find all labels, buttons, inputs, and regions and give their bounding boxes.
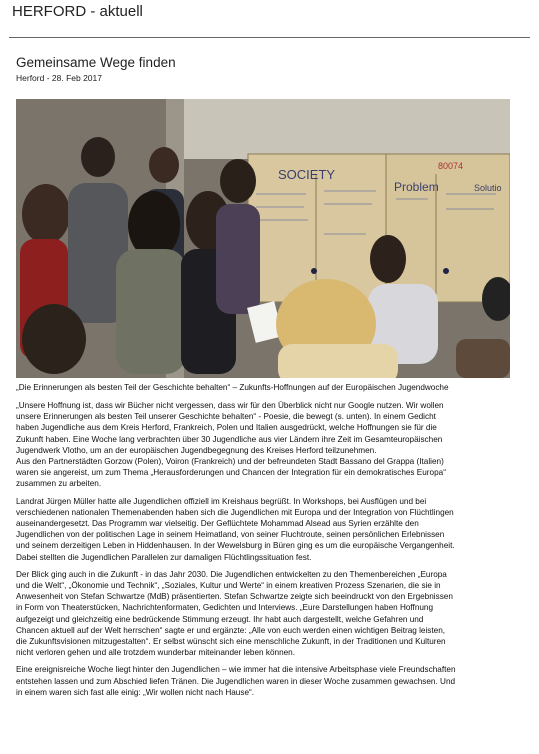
paragraph-line: zusammen zu arbeiten. <box>16 479 102 489</box>
paragraph-line: aufgezeigt und gleichzeitig eine bedrückende Stimmung erzeugt. Ihr habt auch dargestellt, welche Gefahren und <box>16 614 424 624</box>
article-paragraph <box>16 496 524 563</box>
paragraph-line: auseinandergesetzt. Das Programm war vielseitig. Der Geflüchtete Mohammad Alsead aus Syrien erzählte den <box>16 519 419 529</box>
paragraph-line: Jugendwerk Vlotho, um an der europäischen Jugendbegegnung des Kreises Herford teilzunehmen. <box>16 445 377 455</box>
paragraph-line: in Form von Theaterstücken, Nachrichtenformaten, Gedichten und Interviews. „Eure Darstellungen haben Hoffnung <box>16 603 434 613</box>
paragraph-line: „Unsere Hoffnung ist, dass wir Bücher nicht vergessen, dass wir für den Überblick nicht nur Google nutzen. Wir wollen <box>16 401 444 410</box>
paragraph-line: nicht verloren gehen und alle trotzdem wunderbar miteinander leben können. <box>16 648 296 658</box>
article-paragraph <box>16 569 524 659</box>
paragraph-line: Der Blick ging auch in die Zukunft - in das Jahr 2030. Die Jugendlichen entwickelten zu den Themenbereichen „Europa <box>16 569 447 579</box>
paragraph-line: entstehen lassen und zum Abschied liefen Tränen. Die Jugendlichen waren in dieser Woche zusammen gewachsen. Und <box>16 676 456 686</box>
paragraph-line: Eine ereignisreiche Woche liegt hinter den Jugendlichen – wie immer hat die intensive Arbeitsphase viele Freundschaften <box>16 665 456 675</box>
poster-label-problem: Problem <box>394 180 439 194</box>
paragraph-line: in einem waren sich fast alle einig: „Wir wollen nicht nach Hause“. <box>16 687 254 697</box>
site-title: HERFORD - aktuell <box>12 3 143 20</box>
article-meta: Herford - 28. Feb 2017 <box>16 73 102 83</box>
paragraph-line: Zukunft haben. Eine Woche lang verbrachten über 30 Jugendliche aus vier Ländern ihre Zeit im Gesamteuropäischen <box>16 434 443 444</box>
paragraph-line: Landrat Jürgen Müller hatte alle Jugendlichen offiziell im Kreishaus begrüßt. In Workshops, bei Ausflügen und bei <box>16 496 427 506</box>
article-body <box>16 400 524 704</box>
photo-caption: „Die Erinnerungen als besten Teil der Geschichte behalten“ – Zukunfts-Hoffnungen auf der Europäischen Jugendwoche <box>16 383 449 392</box>
poster-annotation: 80074 <box>438 161 464 171</box>
paragraph-line: Jugendlichen von der politischen Lage in seinem Heimatland, von seiner Fluchtroute, seinen persönlichen Erlebnissen <box>16 530 445 540</box>
poster-board <box>248 154 510 302</box>
paragraph-line: und die Welt“, „Ökonomie und Technik“, „Soziales, Kultur und Werte“ in einem kreativen Prozess Szenarien, die sie in <box>16 581 441 591</box>
paragraph-line: Chancen aktuell auf der Welt herrschen“ sagte er und ergänzte: „Alle von euch werden einen wichtigen Beitrag leisten, <box>16 625 446 635</box>
poster-label-society: SOCIETY <box>278 167 336 182</box>
article-photo <box>16 99 510 378</box>
paragraph-line: Aus den Partnerstädten Gorzow (Polen), Voiron (Frankreich) und der befreundeten Stadt Bassano del Grappa (Italien) <box>16 457 444 467</box>
paragraph-line: unsere Erinnerungen als besten Teil unserer Geschichte behalten“ - Poesie, die bewegt (s. unten). In einem Gedicht <box>16 412 436 422</box>
article-paragraph <box>16 664 524 698</box>
header-divider <box>9 37 530 38</box>
paragraph-line: haben Jugendliche aus dem Kreis Herford, Frankreich, Polen und Italien ausgedrückt, welche Hoffnungen sie für die <box>16 423 437 433</box>
article-title: Gemeinsame Wege finden <box>16 55 176 70</box>
paragraph-line: die Zukunftsvisionen mitzugestalten“. Er selbst wünscht sich eine menschliche Zukunft, in der Traditionen und Kulturen <box>16 637 446 647</box>
paragraph-line: Dabei stellten die Jugendlichen Parallelen zur damaligen Flüchtlingssituation fest. <box>16 552 312 562</box>
paragraph-line: verschiedenen nationalen Themenabenden haben sich die Jugendlichen mit Europa und der Integration von Flüchtlingen <box>16 507 454 517</box>
paragraph-line: und seinem derzeitigen Leben in Hiddenhausen. In der Wewelsburg in Büren ging es um die europäische Vergangenheit. <box>16 541 455 551</box>
paragraph-line: Anwesenheit von Stefan Schwartze (MdB) präsentierten. Stefan Schwartze zeigte sich beeindruckt von den Ergebnissen <box>16 592 453 602</box>
poster-label-solution: Solutio <box>474 183 502 193</box>
article-paragraph <box>16 400 524 490</box>
paragraph-line: waren sie angereist, um zum Thema „Herausforderungen und Chancen der Integration für ein demokratisches Europa“ <box>16 468 446 478</box>
